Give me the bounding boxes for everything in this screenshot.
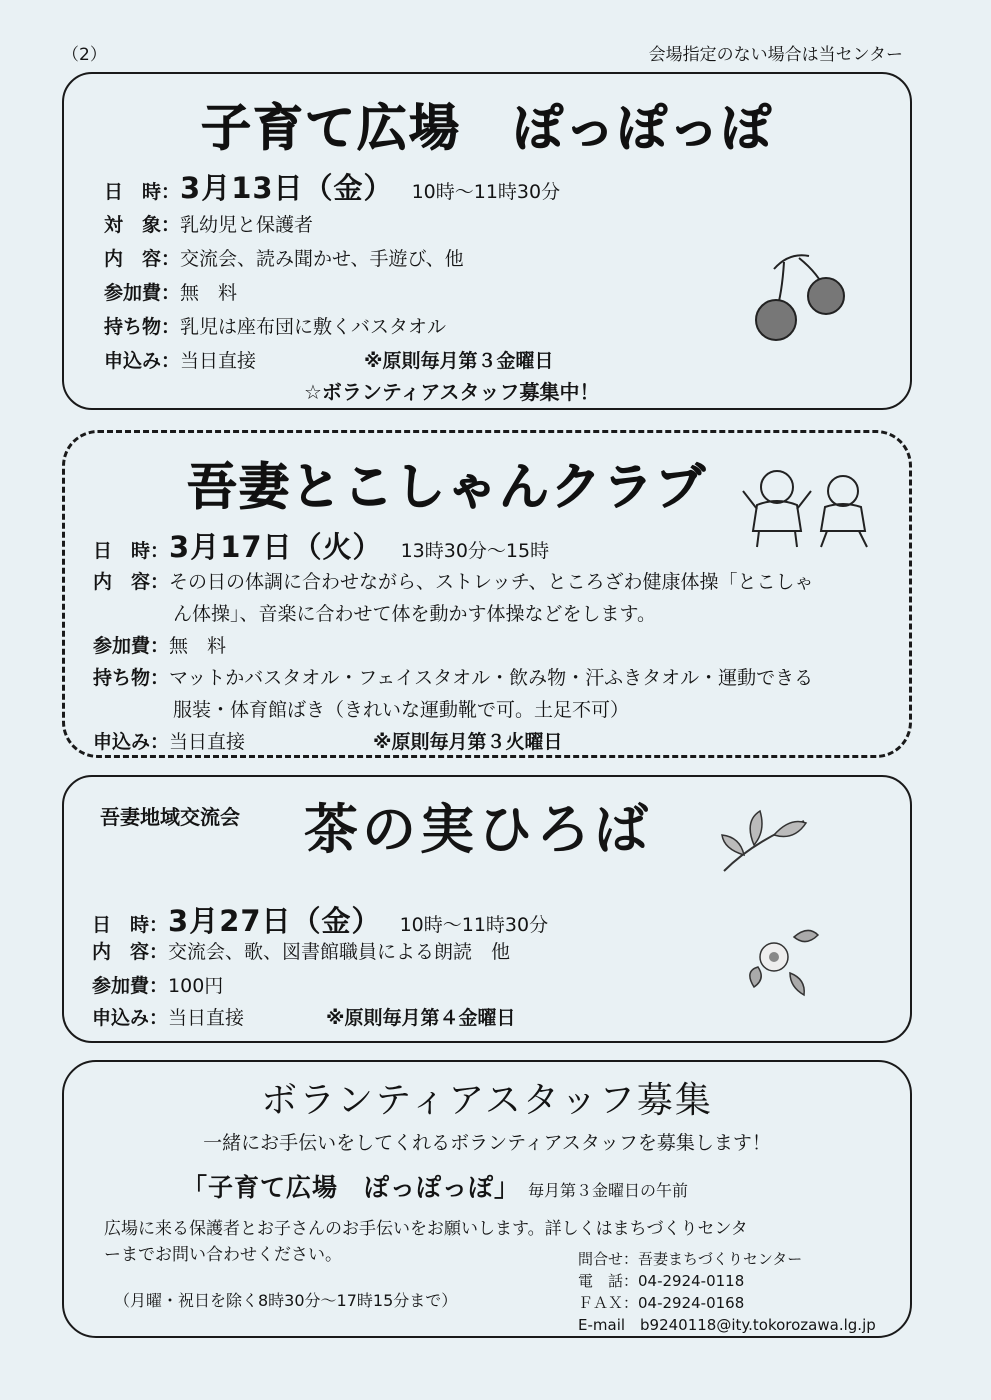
target-label: 対 象： xyxy=(104,214,181,236)
office-hours: （月曜・祝日を除く8時30分～17時15分まで） xyxy=(114,1291,458,1310)
apply-label: 申込み： xyxy=(93,731,170,753)
fee-row xyxy=(93,631,226,658)
content-value: 交流会、歌、図書館職員による朗読 他 xyxy=(168,941,511,963)
content-row xyxy=(92,937,510,964)
event-time: 10時～11時30分 xyxy=(399,914,549,936)
contact-fax: ＦＡＸ：04-2924-0168 xyxy=(578,1294,745,1312)
program-name: 「子育て広場 ぽっぽっぽ」 xyxy=(182,1173,521,1202)
bring-label: 持ち物： xyxy=(104,316,181,338)
section-title: 子育て広場 ぽっぽっぽ xyxy=(201,99,773,157)
target-row xyxy=(104,210,313,237)
fee-value: 100円 xyxy=(168,975,224,997)
event-time: 10時～11時30分 xyxy=(411,181,561,203)
apply-label: 申込み： xyxy=(104,350,181,372)
event-date: 3月13日（金） xyxy=(180,171,394,205)
fee-label: 参加費： xyxy=(104,282,181,304)
organizer: 吾妻地域交流会 xyxy=(100,805,240,829)
schedule-note: ※原則毎月第３金曜日 xyxy=(364,350,554,372)
bring-value-line1: マットかバスタオル・フェイスタオル・飲み物・汗ふきタオル・運動できる xyxy=(169,667,814,689)
fee-label: 参加費： xyxy=(93,635,170,657)
section-kosodate-hiroba xyxy=(62,72,912,410)
section-title: 茶の実ひろば xyxy=(304,798,652,861)
program-row xyxy=(182,1168,688,1204)
body-line1: 広場に来る保護者とお子さんのお手伝いをお願いします。詳しくはまちづくりセンタ xyxy=(104,1219,748,1239)
contact-tel: 電 話：04-2924-0118 xyxy=(578,1272,745,1290)
contact-email[interactable]: E-mail b9240118@ity.tokorozawa.lg.jp xyxy=(578,1316,876,1334)
bring-value: 乳児は座布団に敷くバスタオル xyxy=(180,316,447,338)
contact-inquiry: 問合せ：吾妻まちづくりセンター xyxy=(578,1250,803,1268)
schedule-note: ※原則毎月第３火曜日 xyxy=(373,731,563,753)
apply-value: 当日直接 xyxy=(180,350,257,372)
datetime-label: 日 時： xyxy=(93,540,170,562)
body-line2: ーまでお問い合わせください。 xyxy=(104,1245,342,1265)
bring-label: 持ち物： xyxy=(93,667,170,689)
content-label: 内 容： xyxy=(92,941,169,963)
tea-flower-icon xyxy=(734,917,824,1007)
tea-leaf-icon xyxy=(714,801,814,881)
content-value-line1: その日の体調に合わせながら、ストレッチ、ところざわ健康体操「とこしゃ xyxy=(169,571,814,593)
datetime-row xyxy=(104,166,560,207)
apply-row xyxy=(104,346,256,373)
datetime-row xyxy=(92,899,548,940)
event-time: 13時30分～15時 xyxy=(400,540,550,562)
page-number: （2） xyxy=(62,45,107,65)
datetime-row xyxy=(93,525,549,566)
exercising-people-icon xyxy=(735,461,885,551)
bring-value-line2: 服装・体育館ばき（きれいな運動靴で可。土足不可） xyxy=(173,699,630,721)
section-volunteer-recruit xyxy=(62,1060,912,1338)
datetime-label: 日 時： xyxy=(104,181,181,203)
apply-label: 申込み： xyxy=(92,1007,169,1029)
content-value: 交流会、読み聞かせ、手遊び、他 xyxy=(180,248,464,270)
fee-value: 無 料 xyxy=(169,635,227,657)
bring-row xyxy=(104,312,446,339)
fee-label: 参加費： xyxy=(92,975,169,997)
content-label: 内 容： xyxy=(93,571,170,593)
event-date: 3月27日（金） xyxy=(168,904,382,938)
apply-row xyxy=(93,727,245,754)
schedule-note: ※原則毎月第４金曜日 xyxy=(326,1007,516,1029)
program-when: 毎月第３金曜日の午前 xyxy=(528,1181,689,1200)
apply-row xyxy=(92,1003,244,1030)
apply-value: 当日直接 xyxy=(169,731,246,753)
contact-block xyxy=(578,1248,876,1336)
section-chanomi-hiroba xyxy=(62,775,912,1043)
section-tokoshan-club xyxy=(62,430,912,758)
content-label: 内 容： xyxy=(104,248,181,270)
content-value-line2: ん体操」、音楽に合わせて体を動かす体操などをします。 xyxy=(173,603,656,625)
bring-row xyxy=(93,663,813,690)
fee-row xyxy=(104,278,237,305)
content-row xyxy=(93,567,814,594)
event-date: 3月17日（火） xyxy=(169,530,383,564)
datetime-label: 日 時： xyxy=(92,914,169,936)
section-title: ボランティアスタッフ募集 xyxy=(261,1080,713,1121)
fee-row xyxy=(92,971,223,998)
fee-value: 無 料 xyxy=(180,282,238,304)
cherry-icon xyxy=(744,244,854,344)
apply-value: 当日直接 xyxy=(168,1007,245,1029)
header-note: 会場指定のない場合は当センター xyxy=(648,45,903,65)
target-value: 乳幼児と保護者 xyxy=(180,214,314,236)
lead-text: 一緒にお手伝いをしてくれるボランティアスタッフを募集します！ xyxy=(203,1132,771,1154)
section-title: 吾妻とこしゃんクラブ xyxy=(187,458,707,516)
volunteer-note: ☆ボランティアスタッフ募集中！ xyxy=(304,380,600,404)
content-row xyxy=(104,244,464,271)
